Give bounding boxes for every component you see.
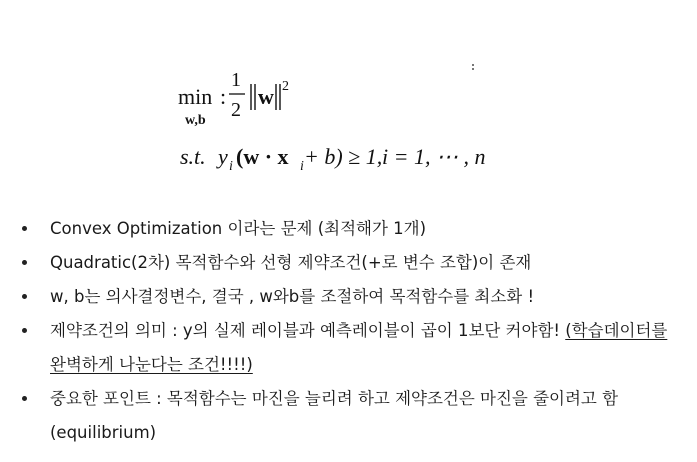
bullet-dot (22, 294, 27, 299)
bullet-text: Convex Optimization 이라는 문제 (최적해가 1개) (50, 219, 427, 238)
svm-formula (178, 64, 498, 184)
bullet-dot (22, 396, 27, 401)
formula-svg (178, 64, 498, 184)
bullet-text: 제약조건의 의미 : y의 실제 레이블과 예측레이블이 곱이 1보단 커야함! (50, 321, 566, 340)
constraint-y-subscript: i (229, 159, 233, 174)
constraint-index: i = 1, ⋯ , n (382, 144, 486, 169)
objective-colon: : (220, 84, 227, 109)
fraction-numerator: 1 (231, 69, 241, 91)
bullet-text: Quadratic(2차) 목적함수와 선형 제약조건(+로 변수 조합)이 존재 (50, 253, 532, 272)
constraint-prefix: s.t. (180, 144, 206, 169)
constraint-x-subscript: i (300, 159, 304, 174)
norm-variable: w (258, 84, 274, 109)
fraction-denominator: 2 (231, 99, 241, 121)
bullet-quadratic (22, 246, 677, 280)
bullet-text: 중요한 포인트 : 목적함수는 마진을 늘리려 하고 제약조건은 마진을 줄이려고 함 (equilibrium) (50, 389, 619, 442)
bullet-dot (22, 260, 27, 265)
constraint-y: y (218, 144, 228, 169)
bullet-key-point (22, 382, 677, 450)
bullet-list (22, 212, 677, 450)
bullet-decision-variables (22, 280, 677, 314)
bullet-constraint-meaning (22, 314, 677, 382)
bullet-text: w, b는 의사결정변수, 결국 , w와b를 조절하여 목적함수를 최소화 ! (50, 287, 535, 306)
constraint-body: (w · x (236, 144, 289, 169)
bullet-dot (22, 328, 27, 333)
bullet-underlined-text: (학습데이터를 완벽하게 나눈다는 조건!!!!) (50, 321, 668, 374)
stray-mark (471, 56, 475, 63)
min-subscript: w,b (185, 113, 206, 128)
bullet-convex (22, 212, 677, 246)
constraint-tail: + b) ≥ 1, (304, 144, 383, 169)
min-operator: min (178, 84, 213, 109)
norm-exponent: 2 (282, 79, 289, 94)
bullet-dot (22, 226, 27, 231)
